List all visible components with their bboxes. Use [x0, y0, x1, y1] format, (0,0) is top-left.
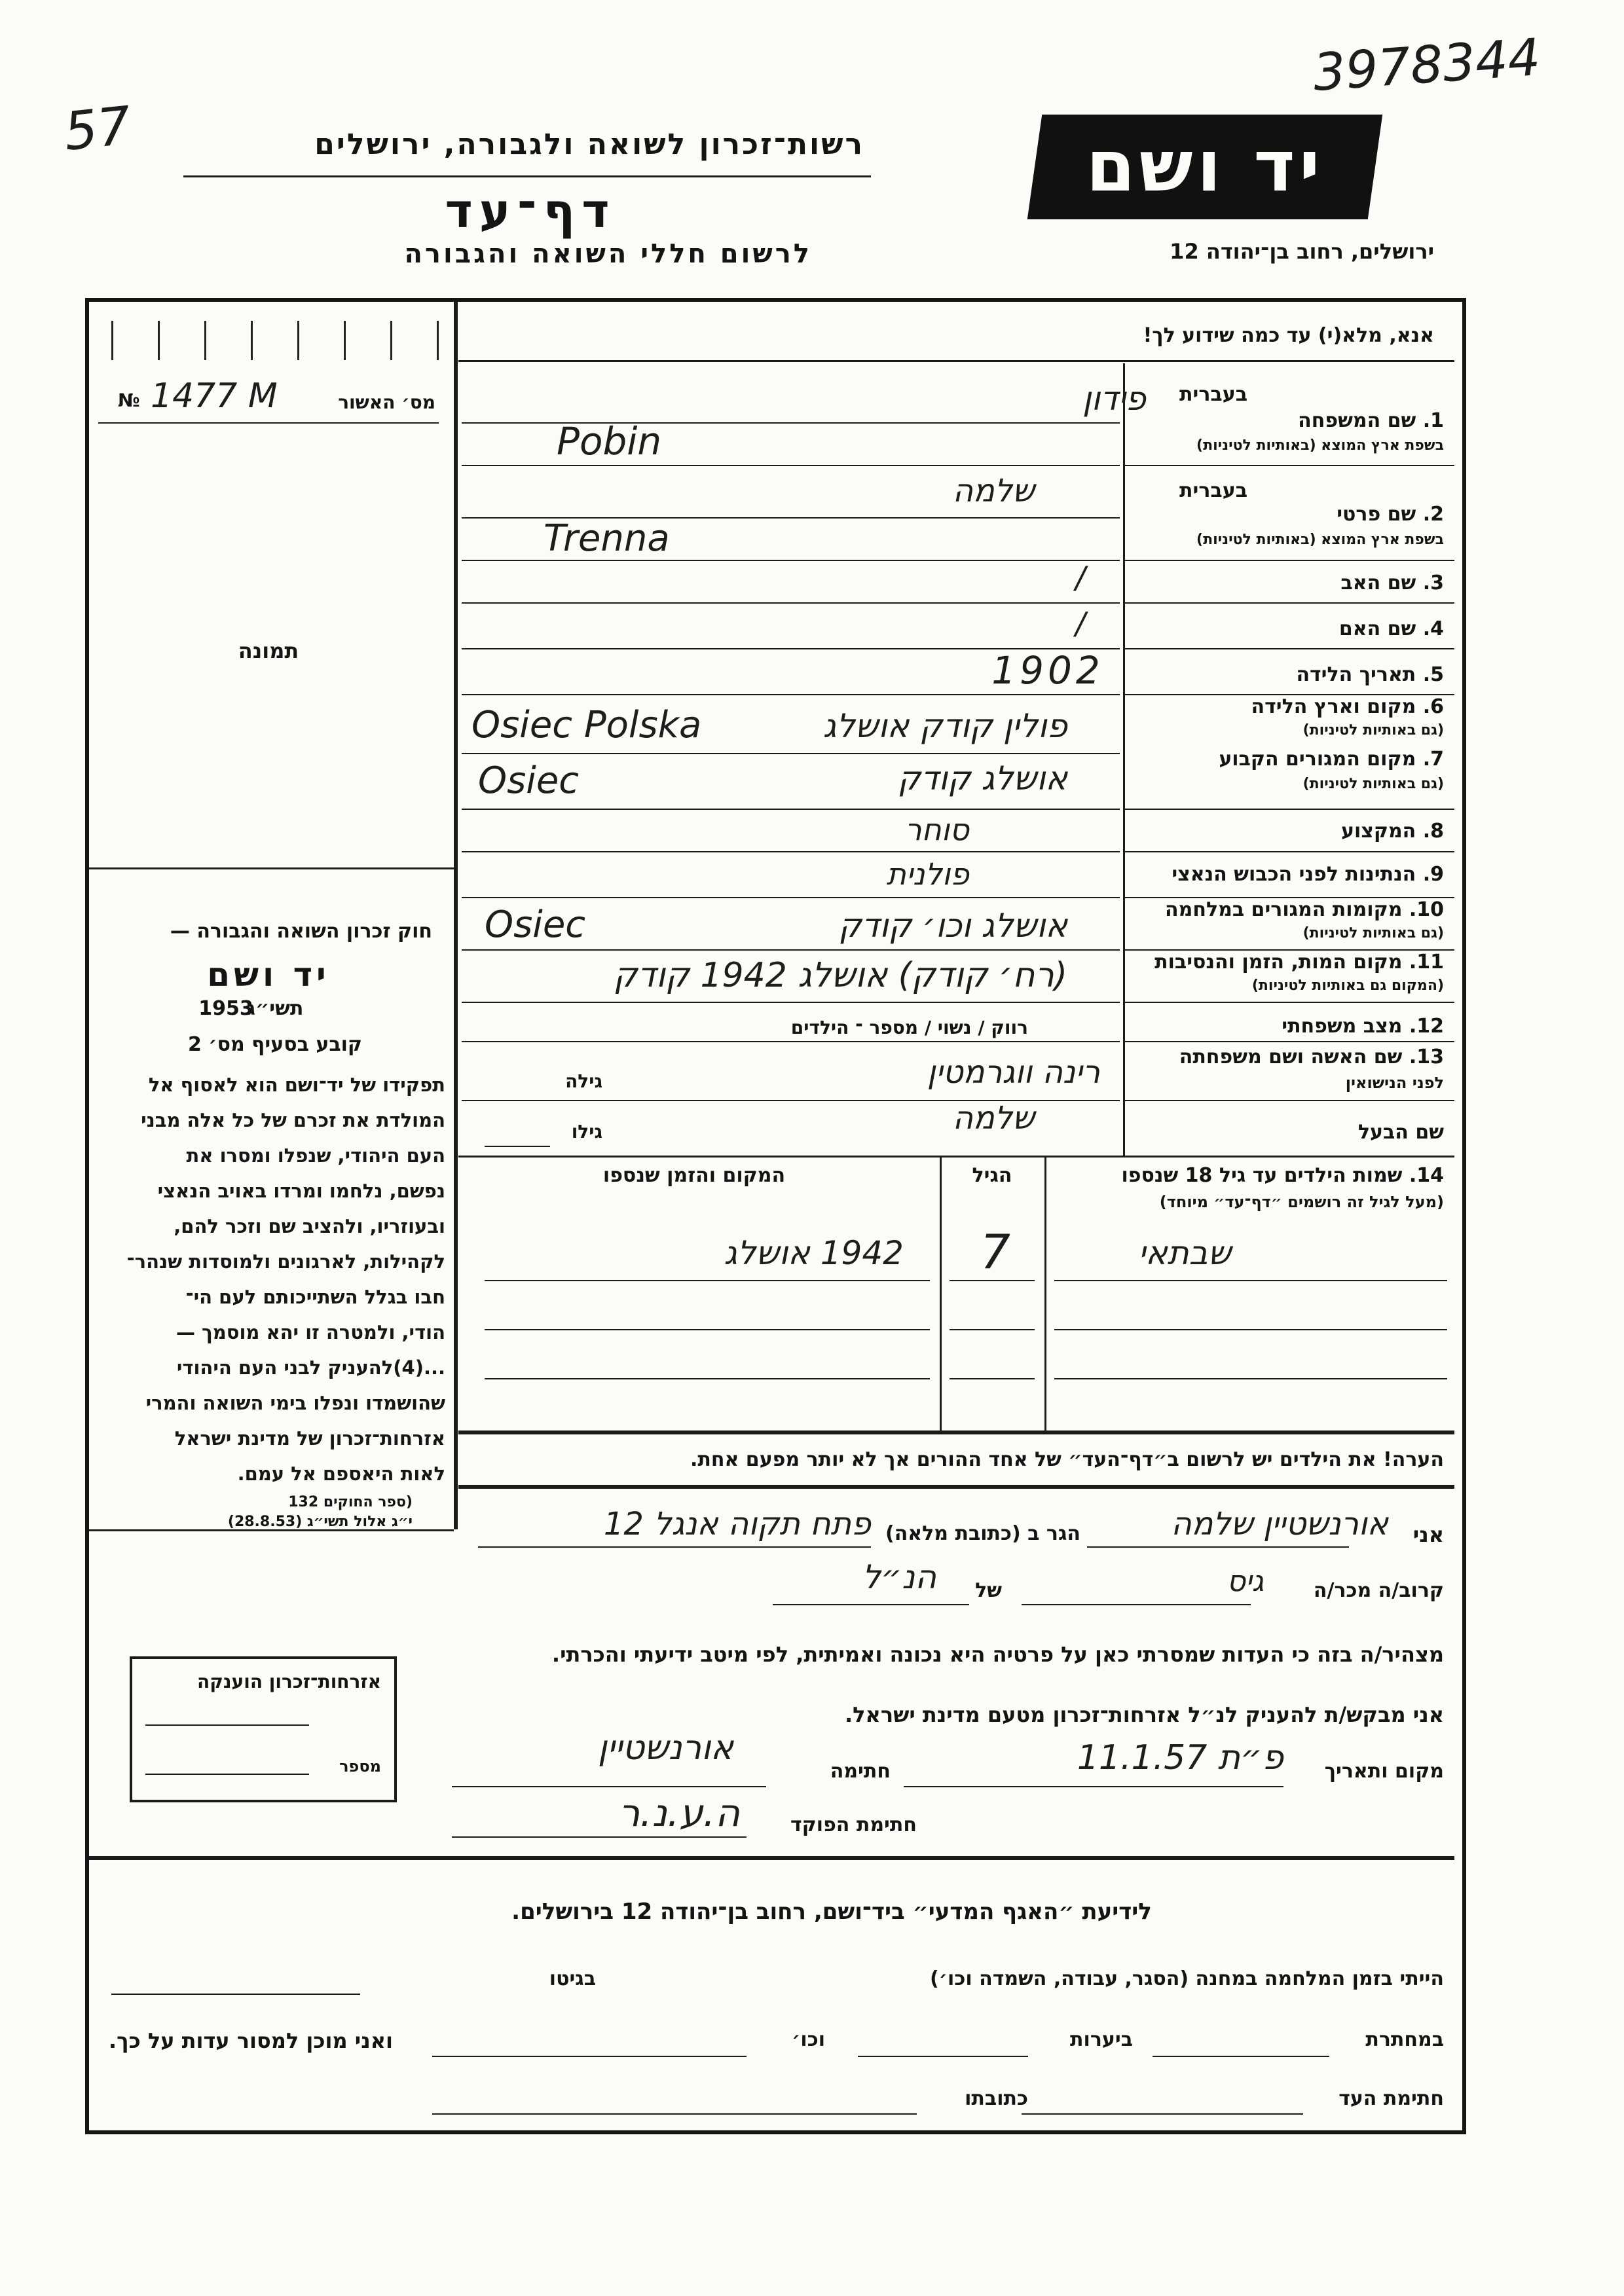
note-bottom	[458, 1485, 1454, 1489]
field-7-sublabel: (גם באותיות לטיניות)	[1302, 776, 1444, 792]
form-subtitle: לרשום חללי השואה והגבורה	[404, 239, 812, 269]
photo-box-bottom	[89, 867, 454, 869]
info-address-line	[432, 2113, 917, 2115]
answer-line	[462, 465, 1120, 466]
note-text: הערה! את הילדים יש לרשום ב״דף־העד״ של אחד ההורים אך לא יותר מפעם אחת.	[690, 1448, 1444, 1471]
field-7-label: 7. מקום המגורים הקבוע	[1219, 748, 1444, 771]
field-14-sublabel: (מעל לגיל זה רושמים ״דף־עד״ מיוחד)	[1159, 1193, 1444, 1211]
child-place-value: 1942 אושלג	[724, 1234, 904, 1272]
children-row-line	[950, 1329, 1035, 1330]
org-underline	[183, 175, 871, 177]
child-age-header: הגיל	[972, 1164, 1012, 1187]
info-forests-line	[858, 2056, 1028, 2057]
signature-value: אורנשטיין	[597, 1728, 733, 1768]
place-date-line	[904, 1786, 1283, 1787]
certificate-line	[145, 1724, 309, 1726]
label-line	[1125, 1002, 1454, 1003]
approval-number: 1477 M	[151, 376, 278, 416]
wife-age-label: גילה	[565, 1070, 602, 1092]
given-latin-value: Trenna	[544, 517, 670, 560]
info-address-label: כתובתו	[965, 2087, 1028, 2110]
children-row-line	[485, 1378, 930, 1379]
child-place-header: המקום והזמן שנספו	[602, 1164, 786, 1187]
note-top	[458, 1430, 1454, 1434]
answer-line	[462, 1041, 1120, 1042]
intro-underline	[458, 360, 1454, 362]
law-line: לאות היאספם אל עמם.	[237, 1463, 445, 1485]
approval-line	[98, 422, 439, 424]
answer-line	[462, 560, 1120, 561]
official-signature-label: חתימת הפוקד	[790, 1813, 917, 1836]
field-8-label: 8. המקצוע	[1341, 820, 1444, 843]
hebrew-label: בעברית	[1179, 383, 1247, 406]
official-signature-value: ה.ע.נ.ר	[618, 1791, 740, 1835]
law-line: העם היהודי, שנפלו ומסרו את	[186, 1144, 445, 1167]
field-1-sublabel: בשפת ארץ המוצא (באותיות לטיניות)	[1196, 437, 1444, 454]
field-11-sublabel: (המקום גם באותיות לטיניות)	[1251, 977, 1444, 994]
field-10-label: 10. מקומות המגורים במלחמה	[1165, 898, 1444, 921]
answer-line	[462, 897, 1120, 898]
of-label: של	[975, 1579, 1002, 1602]
law-title: חוק זכרון השואה והגבורה —	[170, 920, 432, 943]
residence-hebrew-value: אושלג קודק	[897, 759, 1067, 797]
citizenship-value: פולנית	[886, 856, 969, 892]
info-willing-text: ואני מוכן למסור עדות על כך.	[108, 2028, 393, 2053]
law-clause: קובע בסעיף מס׳ 2	[187, 1033, 363, 1056]
law-line: שהושמדו ונפלו בימי השואה והמרי	[145, 1392, 445, 1414]
of-value: הנ״ל	[862, 1558, 936, 1596]
law-line: חבו בגלל השתייכותם לעם הי־	[185, 1286, 445, 1308]
father-value: /	[1075, 560, 1086, 595]
birth-place-latin-value: Osiec Polska	[471, 704, 702, 746]
label-line	[1125, 648, 1454, 649]
label-line	[1125, 602, 1454, 604]
info-witness-sig-label: חתימת העד	[1338, 2087, 1444, 2110]
answer-line	[462, 753, 1120, 754]
residence-latin-value: Osiec	[478, 759, 580, 802]
law-line: תפקידו של יד־ושם הוא לאסוף אל	[148, 1074, 445, 1096]
law-ref-2: י״ג אלול תשי״ג (28.8.53)	[227, 1514, 413, 1530]
field-9-label: 9. הנתינות לפני הכבוש הנאצי	[1172, 863, 1444, 886]
declarant-ani: אני	[1412, 1522, 1444, 1547]
photo-label: תמונה	[238, 638, 299, 663]
signature-line	[452, 1786, 766, 1787]
logo-text: יד ושם	[1086, 126, 1324, 208]
declarant-resides-label: הגר ב (כתובת מלאה)	[885, 1522, 1080, 1545]
info-forests-label: ביערות	[1070, 2028, 1133, 2051]
corner-number-right: 3978344	[1311, 27, 1543, 103]
form-title: דף־עד	[445, 183, 616, 238]
law-name: יד ושם	[207, 956, 330, 994]
label-line	[1125, 851, 1454, 852]
declarant-name-value: אורנשטיין שלמה	[1171, 1506, 1388, 1542]
children-col-1	[940, 1156, 942, 1430]
info-ghetto-line	[111, 1994, 360, 1995]
answer-line	[462, 602, 1120, 604]
official-signature-line	[452, 1836, 747, 1838]
field-6-sublabel: (גם באותיות לטיניות)	[1302, 722, 1444, 738]
sidebar-bottom	[89, 1529, 454, 1531]
children-row-line	[950, 1378, 1035, 1379]
birth-year-value: 1902	[991, 648, 1104, 693]
field-11-label: 11. מקום המות, הזמן והנסיבות	[1154, 951, 1444, 974]
field-2-sublabel: בשפת ארץ המוצא (באותיות לטיניות)	[1196, 532, 1444, 548]
children-row-line	[485, 1329, 930, 1330]
yad-vashem-logo	[1027, 115, 1382, 219]
intro-text: אנא, מלא(י) עד כמה שידוע לך!	[1143, 324, 1434, 347]
label-line	[1125, 560, 1454, 561]
info-etc-label: וכו׳	[792, 2028, 825, 2051]
given-hebrew-value: שלמה	[952, 473, 1035, 509]
certificate-box	[130, 1656, 397, 1802]
info-etc-line	[432, 2056, 747, 2057]
field-10-sublabel: (גם באותיות לטיניות)	[1302, 925, 1444, 941]
header-address: ירושלים, רחוב בן־יהודה 12	[1170, 239, 1434, 264]
certificate-number-label: מספר	[339, 1757, 381, 1776]
corner-number-left: 57	[61, 94, 134, 163]
husband-label: שם הבעל	[1357, 1121, 1444, 1144]
children-row-line	[1054, 1378, 1447, 1379]
children-top	[458, 1156, 1454, 1157]
field-2-label: 2. שם פרטי	[1337, 503, 1444, 526]
tick-marks	[111, 321, 439, 367]
info-witness-sig-line	[1022, 2113, 1303, 2115]
child-age-value: 7	[980, 1224, 1010, 1279]
info-line-1: הייתי בזמן המלחמה במחנה (הסגר, עבודה, השמדה וכו׳)	[930, 1967, 1444, 1990]
field-4-label: 4. שם האם	[1338, 617, 1444, 640]
place-date-value: פ״ת 11.1.57	[1077, 1738, 1283, 1777]
declarant-address-line	[478, 1546, 871, 1548]
field-12-label: 12. מצב משפחתי	[1282, 1015, 1444, 1038]
approval-label: מס׳ האשור	[338, 392, 435, 413]
request-text: אני מבקש/ת להעניק לנ״ל אזרחות־זכרון מטעם מדינת ישראל.	[845, 1702, 1444, 1727]
field-5-label: 5. תאריך הלידה	[1296, 663, 1444, 686]
law-text	[79, 1067, 445, 1491]
wartime-latin-value: Osiec	[485, 903, 586, 946]
answer-line	[462, 1002, 1120, 1003]
law-line: ...(4)להעניק לבני העם היהודי	[176, 1357, 445, 1379]
field-6-label: 6. מקום וארץ הלידה	[1251, 695, 1444, 718]
husband-age-label: גילו	[571, 1121, 602, 1142]
declarant-address-value: פתח תקוה אנגל 12	[603, 1506, 871, 1542]
death-value: (רח׳ קודק) אושלג 1942 קודק	[613, 956, 1067, 995]
answer-line	[462, 851, 1120, 852]
signature-label: חתימה	[830, 1760, 891, 1783]
children-row-line	[950, 1280, 1035, 1281]
children-row-line	[1054, 1329, 1447, 1330]
law-year-heb: תשי״ג	[246, 997, 304, 1020]
mother-value: /	[1075, 606, 1086, 641]
label-line	[1125, 1041, 1454, 1042]
hebrew-label: בעברית	[1179, 479, 1247, 502]
law-line: נפשם, נלחמו ומרדו באויב הנאצי	[157, 1180, 445, 1202]
info-underground-line	[1153, 2056, 1329, 2057]
label-line	[1125, 809, 1454, 810]
husband-value: שלמה	[952, 1100, 1035, 1137]
relation-label: קרוב/ה מכר/ה	[1313, 1579, 1444, 1602]
info-ghetto-label: בגיטו	[549, 1967, 596, 1990]
relation-value: גיס	[1227, 1565, 1264, 1598]
answer-line	[462, 949, 1120, 951]
law-year: 1953	[198, 997, 253, 1020]
wartime-hebrew-value: אושלג וכו׳ קודק	[838, 907, 1067, 945]
surname-latin-value: Pobin	[557, 419, 662, 464]
children-row-line	[485, 1280, 930, 1281]
children-row-line	[1054, 1280, 1447, 1281]
field-12-options: רווק / נשוי / מספר ־ הילדים	[790, 1017, 1028, 1038]
certificate-line	[145, 1774, 309, 1775]
label-line	[1125, 465, 1454, 466]
certificate-title: אזרחות־זכרון הוענקה	[197, 1671, 381, 1692]
field-1-label: 1. שם המשפחה	[1298, 409, 1444, 432]
org-name: רשות־זכרון לשואה ולגבורה, ירושלים	[314, 128, 864, 161]
approval-nr-sign: №	[118, 390, 140, 411]
birth-place-hebrew-value: פולין קודק אושלג	[822, 707, 1067, 745]
field-14-label: 14. שמות הילדים עד גיל 18 שנספו	[1121, 1164, 1444, 1187]
info-heading: לידיעת ״האגף המדעי״ ביד־ושם, רחוב בן־יהודה 12 בירושלים.	[511, 1899, 1152, 1925]
relation-line	[1022, 1604, 1251, 1605]
place-date-label: מקום ותאריך	[1324, 1760, 1444, 1783]
law-line: ובעוזריו, ולהציב שם וזכר להם,	[174, 1215, 445, 1237]
declaration-text: מצהיר/ה בזה כי העדות שמסרתי כאן על פרטיה היא נכונה ואמיתית, לפי מיטב ידיעתי והכרתי.	[551, 1642, 1444, 1667]
field-13-label: 13. שם האשה ושם משפחתה	[1179, 1046, 1444, 1068]
wife-value: רינה ווגרמטין	[927, 1054, 1100, 1091]
answer-line	[462, 694, 1120, 695]
label-line	[1125, 1100, 1454, 1101]
answer-line	[485, 1146, 550, 1147]
field-3-label: 3. שם האב	[1340, 572, 1444, 594]
field-13-sublabel: לפני הנישואין	[1345, 1074, 1444, 1092]
law-line: הודי, ולמטרה זו יהא מוסמך —	[175, 1321, 445, 1343]
surname-hebrew-value: פידון	[1082, 380, 1146, 418]
declarant-name-line	[1087, 1546, 1349, 1548]
child-name-value: שבתאי	[1138, 1234, 1231, 1272]
law-ref-1: (ספר החוקים 132	[288, 1494, 413, 1510]
law-line: המולדת את זכרם של כל אלה מבני	[141, 1109, 445, 1131]
sidebar-divider	[454, 302, 458, 1529]
law-line: אזרחות־זכרון של מדינת ישראל	[174, 1427, 445, 1449]
profession-value: סוחר	[904, 812, 969, 847]
of-line	[773, 1604, 969, 1605]
answer-line	[462, 809, 1120, 810]
law-line: לקהילות, לארגונים ולמוסדות שנהר־	[126, 1250, 445, 1273]
info-top	[89, 1856, 1454, 1860]
info-underground-label: במחתרת	[1365, 2028, 1444, 2051]
